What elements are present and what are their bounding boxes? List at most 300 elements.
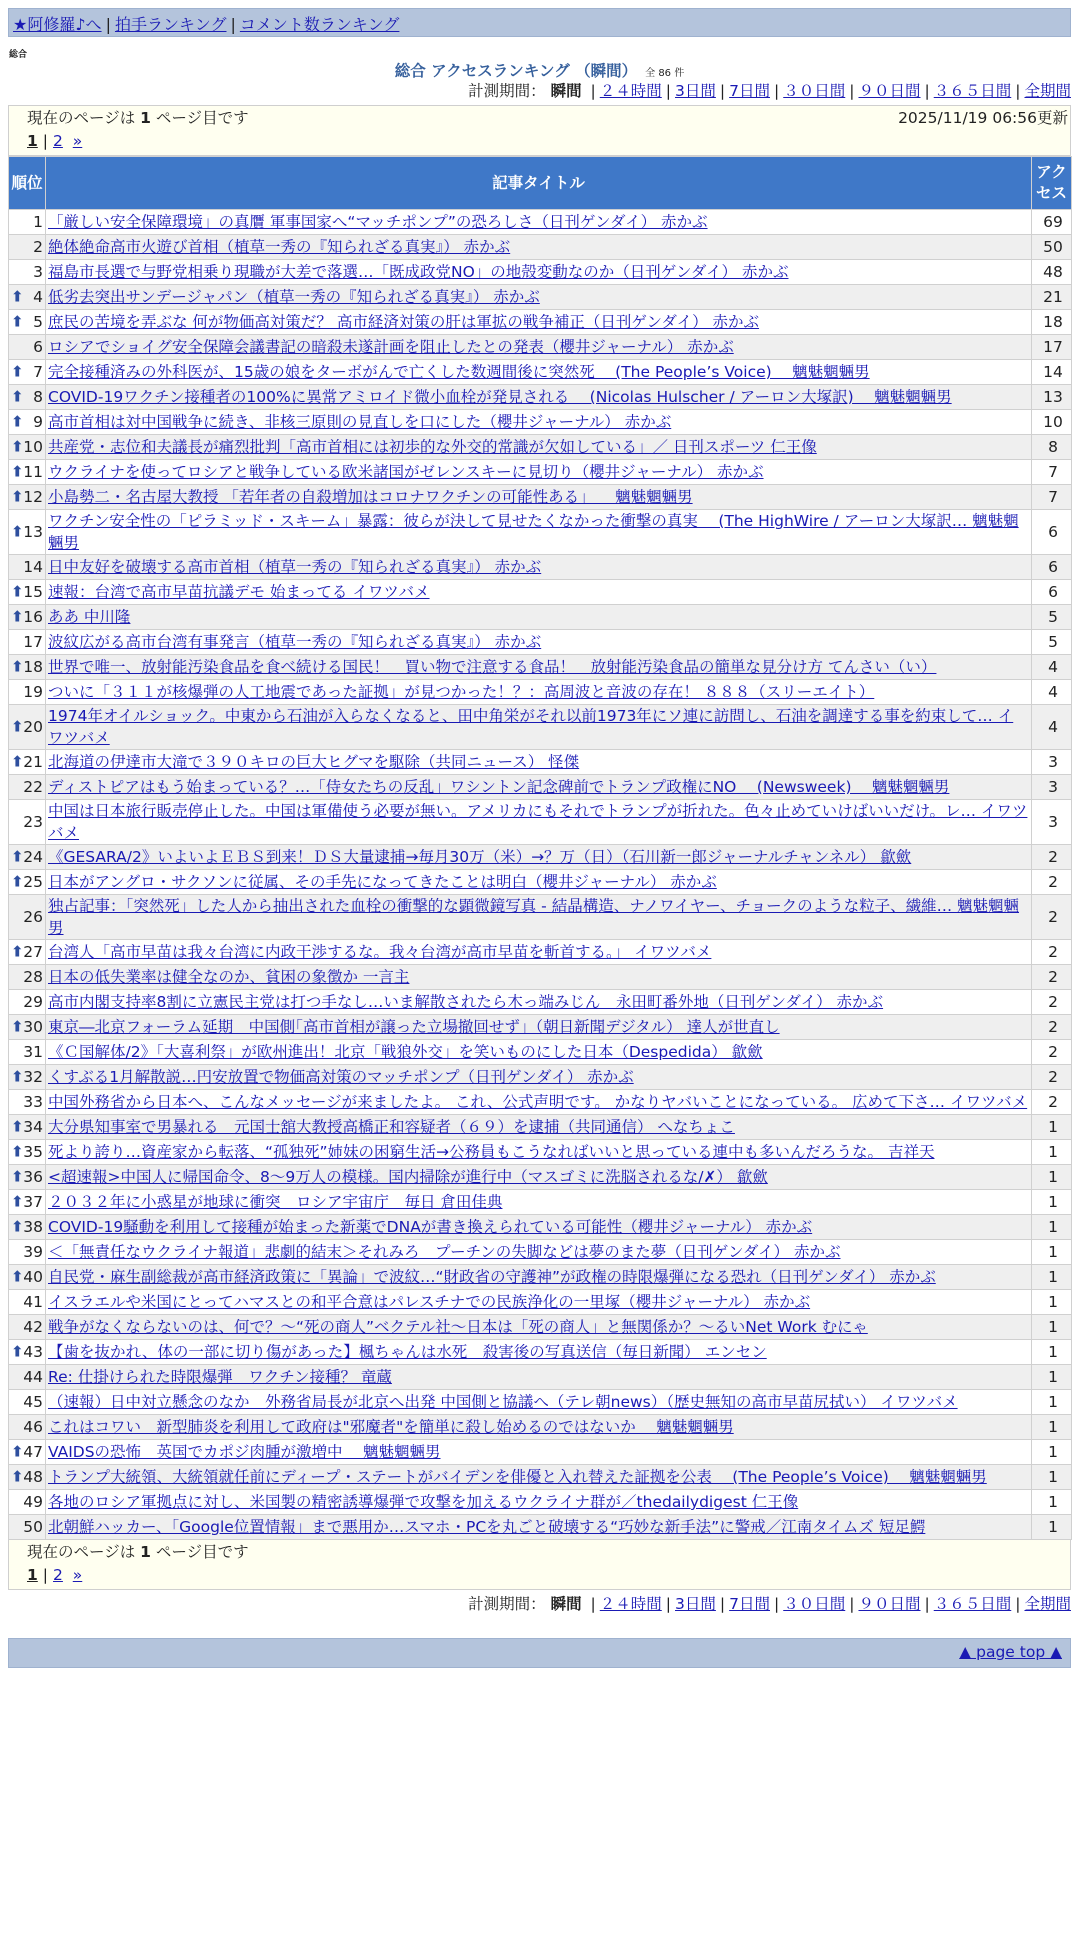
rank-cell <box>9 940 46 965</box>
title-cell <box>46 385 1032 410</box>
period-link[interactable]: ９０日間 <box>858 1595 921 1613</box>
title-cell <box>46 1165 1032 1190</box>
rank-cell <box>9 210 46 235</box>
rank-cell <box>9 360 46 385</box>
rank-up-arrow-icon: ⬆ <box>11 462 24 481</box>
period-separator: | <box>1015 82 1021 100</box>
title-cell <box>46 235 1032 260</box>
table-row <box>9 800 1072 845</box>
table-row <box>9 1465 1072 1490</box>
rank-up-arrow-icon: ⬆ <box>11 872 24 891</box>
article-title-link[interactable]: 日本の低失業率は健全なのか、貧困の象徴か 一言主 <box>48 968 410 986</box>
period-links <box>587 1595 1071 1613</box>
rank-number: 19 <box>23 683 43 701</box>
title-cell <box>46 680 1032 705</box>
article-title-link[interactable]: ２０３２年に小惑星が地球に衝突 ロシア宇宙庁 毎日 倉田佳典 <box>48 1193 503 1211</box>
rank-cell <box>9 1165 46 1190</box>
rank-cell <box>9 1265 46 1290</box>
period-separator: | <box>719 82 726 100</box>
period-link[interactable]: ９０日間 <box>858 82 921 100</box>
access-count: 1 <box>1032 1440 1072 1465</box>
rank-cell <box>9 1015 46 1040</box>
article-title-link[interactable]: 自民党・麻生副総裁が高市経済政策に「異論」で波紋…“財政省の守護神”が政権の時限爆弾になる恐れ（日刊ゲンダイ） 赤かぶ <box>48 1268 936 1286</box>
article-title-link[interactable]: ＜「無責任なウクライナ報道」悲劇的結末＞それみろ プーチンの失脚などは夢のまた夢（日刊ゲンダイ） 赤かぶ <box>48 1243 841 1261</box>
table-row <box>9 965 1072 990</box>
access-count: 1 <box>1032 1190 1072 1215</box>
rank-number: 40 <box>23 1268 43 1286</box>
period-separator: | <box>590 82 596 100</box>
title-cell <box>46 990 1032 1015</box>
rank-cell <box>9 990 46 1015</box>
access-count: 2 <box>1032 1015 1072 1040</box>
title-cell <box>46 485 1032 510</box>
rank-up-arrow-icon: ⬆ <box>11 1217 24 1236</box>
page <box>8 8 1071 1668</box>
rank-number: 25 <box>23 873 43 891</box>
article-title-link[interactable]: COVID-19ワクチン接種者の100%に異常アミロイド微小血栓が発見される (Nicolas Hulscher / アーロン大塚訳) 魑魅魍魎男 <box>48 388 952 406</box>
article-title-link[interactable]: ついに「３１１が核爆弾の人工地震であった証拠」が見つかった！？：高周波と音波の存在！ ８８８（スリーエイト） <box>48 683 875 701</box>
article-title-link[interactable]: 台湾人「高市早苗は我々台湾に内政干渉するな。我々台湾が高市早苗を斬首する。」 イワツバメ <box>48 943 712 961</box>
rank-number: 28 <box>23 968 43 986</box>
page-current: 1 <box>27 132 38 150</box>
table-row <box>9 1040 1072 1065</box>
article-title-link[interactable]: 1974年オイルショック。中東から石油が入らなくなると、田中角栄がそれ以前1973年にソ連に訪問し、石油を調達する事を約束して… イワツバメ <box>48 707 1014 747</box>
period-selector-top <box>8 79 1071 105</box>
title-cell <box>46 1315 1032 1340</box>
rank-up-arrow-icon: ⬆ <box>11 752 24 771</box>
article-title-link[interactable]: 低劣去突出サンデージャパン（植草一秀の『知られざる真実』） 赤かぶ <box>48 288 540 306</box>
access-count: 1 <box>1032 1315 1072 1340</box>
rank-number: 49 <box>23 1493 43 1511</box>
page-2-link[interactable]: 2 <box>53 1566 63 1584</box>
ranking-heading <box>8 59 1071 79</box>
access-count: 2 <box>1032 870 1072 895</box>
period-link[interactable]: ２４時間 <box>599 1595 662 1613</box>
period-link[interactable]: ３０日間 <box>783 1595 846 1613</box>
access-count: 6 <box>1032 555 1072 580</box>
article-title-link[interactable]: ああ 中川隆 <box>48 608 131 626</box>
article-title-link[interactable]: ウクライナを使ってロシアと戦争している欧米諸国がゼレンスキーに見切り（櫻井ジャーナル） 赤かぶ <box>48 463 764 481</box>
period-link[interactable]: 全期間 <box>1024 1595 1071 1613</box>
table-row <box>9 235 1072 260</box>
article-title-link[interactable]: 速報：台湾で高市早苗抗議デモ 始まってる イワツバメ <box>48 583 430 601</box>
table-row <box>9 895 1072 940</box>
rank-cell <box>9 1140 46 1165</box>
rank-number: 31 <box>23 1043 43 1061</box>
rank-cell <box>9 1065 46 1090</box>
table-row <box>9 485 1072 510</box>
table-row <box>9 555 1072 580</box>
period-link[interactable]: ３６５日間 <box>933 82 1012 100</box>
access-count: 1 <box>1032 1515 1072 1540</box>
rank-number: 38 <box>23 1218 43 1236</box>
access-count: 4 <box>1032 655 1072 680</box>
rank-cell <box>9 1215 46 1240</box>
rank-number: 34 <box>23 1118 43 1136</box>
article-title-link[interactable]: ディストピアはもう始まっている？…「侍女たちの反乱」ワシントン記念碑前でトランプ政権にNO (Newsweek) 魑魅魍魎男 <box>48 778 950 796</box>
table-row <box>9 385 1072 410</box>
table-row <box>9 630 1072 655</box>
rank-number: 29 <box>23 993 43 1011</box>
access-count: 1 <box>1032 1465 1072 1490</box>
title-cell <box>46 705 1032 750</box>
table-row <box>9 1190 1072 1215</box>
article-title-link[interactable]: ロシアでショイグ安全保障会議書記の暗殺未遂計画を阻止したとの発表（櫻井ジャーナル） 赤かぶ <box>48 338 734 356</box>
rank-up-arrow-icon: ⬆ <box>11 1442 24 1461</box>
article-title-link[interactable]: 高市内閣支持率8割に立憲民主党は打つ手なし…いま解散されたら木っ端みじん 永田町番外地（日刊ゲンダイ） 赤かぶ <box>48 993 884 1011</box>
table-row <box>9 705 1072 750</box>
title-cell <box>46 1265 1032 1290</box>
period-current: 瞬間 <box>550 82 582 100</box>
rank-number: 41 <box>23 1293 43 1311</box>
period-link[interactable]: ３０日間 <box>783 82 846 100</box>
period-label: 計測期間： <box>468 1595 546 1613</box>
access-count: 2 <box>1032 895 1072 940</box>
title-cell <box>46 335 1032 360</box>
article-title-link[interactable]: 《GESARA/2》いよいよＥＢＳ到来！ＤＳ大量逮捕→毎月30万（米）→？万（日）（石川新一郎ジャーナルチャンネル） 歙歛 <box>48 848 912 866</box>
table-row <box>9 310 1072 335</box>
rank-number: 27 <box>23 943 43 961</box>
period-link[interactable]: 7日間 <box>729 82 770 100</box>
rank-up-arrow-icon: ⬆ <box>11 287 24 306</box>
table-row <box>9 210 1072 235</box>
period-link[interactable]: 7日間 <box>729 1595 770 1613</box>
col-access-header: アクセス <box>1032 157 1072 210</box>
rank-cell <box>9 1190 46 1215</box>
rank-up-arrow-icon: ⬆ <box>11 437 24 456</box>
article-title-link[interactable]: 各地のロシア軍拠点に対し、米国製の精密誘導爆弾で攻撃を加えるウクライナ群が／thedailydigest 仁王像 <box>48 1493 799 1511</box>
page-status: 現在のページは 1 ページ目です <box>27 1543 249 1561</box>
article-title-link[interactable]: 北朝鮮ハッカー、「Google位置情報」まで悪用か…スマホ・PCを丸ごと破壊する“巧妙な新手法”に警戒／江南タイムズ 短足鰐 <box>48 1518 926 1536</box>
total-count: 全 86 件 <box>645 68 685 79</box>
article-title-link[interactable]: 共産党・志位和夫議長が痛烈批判「高市首相には初歩的な外交的常識が欠如している」／ 日刊スポーツ 仁王像 <box>48 438 817 456</box>
title-cell <box>46 775 1032 800</box>
next-page-link[interactable]: » <box>72 1566 83 1584</box>
rank-cell <box>9 870 46 895</box>
rank-number: 9 <box>33 413 43 431</box>
rank-number: 47 <box>23 1443 43 1461</box>
rank-number: 16 <box>23 608 43 626</box>
table-row <box>9 845 1072 870</box>
rank-number: 8 <box>33 388 43 406</box>
title-cell <box>46 360 1032 385</box>
rank-cell <box>9 1240 46 1265</box>
period-separator: | <box>774 1595 780 1613</box>
article-title-link[interactable]: 《Ｃ国解体/2》「大喜利祭」が欧州進出！北京「戦狼外交」を笑いものにした日本（Despedida） 歙歛 <box>48 1043 763 1061</box>
col-rank-header: 順位 <box>9 157 46 210</box>
nav-separator: | <box>105 15 111 34</box>
rank-cell <box>9 750 46 775</box>
article-title-link[interactable]: 日本がアングロ・サクソンに従属、その手先になってきたことは明白（櫻井ジャーナル） 赤かぶ <box>48 873 717 891</box>
rank-number: 23 <box>23 813 43 831</box>
title-cell <box>46 965 1032 990</box>
rank-number: 37 <box>23 1193 43 1211</box>
next-page-link[interactable]: » <box>72 132 83 150</box>
rank-number: 48 <box>23 1468 43 1486</box>
access-count: 3 <box>1032 750 1072 775</box>
article-title-link[interactable]: 日中友好を破壊する高市首相（植草一秀の『知られざる真実』） 赤かぶ <box>48 558 542 576</box>
period-separator: | <box>590 1595 596 1613</box>
period-link[interactable]: ２４時間 <box>599 82 662 100</box>
table-row <box>9 410 1072 435</box>
rank-up-arrow-icon: ⬆ <box>11 312 24 331</box>
page-title: 総合 アクセスランキング （瞬間） <box>394 62 638 80</box>
rank-cell <box>9 310 46 335</box>
article-title-link[interactable]: 波紋広がる高市台湾有事発言（植草一秀の『知られざる真実』） 赤かぶ <box>48 633 542 651</box>
title-cell <box>46 1340 1032 1365</box>
table-row <box>9 435 1072 460</box>
access-count: 48 <box>1032 260 1072 285</box>
article-title-link[interactable]: イスラエルや米国にとってハマスとの和平合意はパレスチナでの民族浄化の一里塚（櫻井ジャーナル） 赤かぶ <box>48 1293 811 1311</box>
period-separator: | <box>719 1595 726 1613</box>
table-row <box>9 775 1072 800</box>
access-count: 6 <box>1032 580 1072 605</box>
pager-top <box>8 105 1071 156</box>
article-title-link[interactable]: 大分県知事室で男暴れる 元国士舘大教授高橋正和容疑者（６９）を逮捕（共同通信） へなちょこ <box>48 1118 735 1136</box>
access-count: 1 <box>1032 1490 1072 1515</box>
access-count: 5 <box>1032 630 1072 655</box>
col-title-header: 記事タイトル <box>46 157 1032 210</box>
article-title-link[interactable]: Re: 仕掛けられた時限爆弾 ワクチン接種？ 竜蔵 <box>48 1368 392 1386</box>
title-cell <box>46 210 1032 235</box>
article-title-link[interactable]: くすぶる1月解散説…円安放置で物価高対策のマッチポンプ（日刊ゲンダイ） 赤かぶ <box>48 1068 634 1086</box>
title-cell <box>46 1215 1032 1240</box>
title-cell <box>46 1115 1032 1140</box>
period-link[interactable]: 全期間 <box>1024 82 1071 100</box>
rank-number: 11 <box>23 463 43 481</box>
rank-up-arrow-icon: ⬆ <box>11 1067 24 1086</box>
title-cell <box>46 1440 1032 1465</box>
rank-number: 4 <box>33 288 43 306</box>
table-row <box>9 285 1072 310</box>
rank-up-arrow-icon: ⬆ <box>11 607 24 626</box>
pagination: 1 | 2 » <box>27 132 83 150</box>
article-title-link[interactable]: 完全接種済みの外科医が、15歳の娘をターボがんで亡くした数週間後に突然死 (The People’s Voice) 魑魅魍魎男 <box>48 363 870 381</box>
pagination: 1 | 2 » <box>27 1566 83 1584</box>
title-cell <box>46 1040 1032 1065</box>
rank-number: 14 <box>23 558 43 576</box>
title-cell <box>46 1365 1032 1390</box>
title-cell <box>46 655 1032 680</box>
rank-number: 21 <box>23 753 43 771</box>
rank-cell <box>9 680 46 705</box>
access-count: 1 <box>1032 1215 1072 1240</box>
rank-cell <box>9 1340 46 1365</box>
access-count: 2 <box>1032 1040 1072 1065</box>
title-cell <box>46 1465 1032 1490</box>
updated-time: 2025/11/19 06:56更新 <box>898 109 1068 127</box>
rank-number: 42 <box>23 1318 43 1336</box>
access-count: 18 <box>1032 310 1072 335</box>
title-cell <box>46 285 1032 310</box>
table-row <box>9 1215 1072 1240</box>
period-current: 瞬間 <box>550 1595 582 1613</box>
rank-cell <box>9 1365 46 1390</box>
access-count: 50 <box>1032 235 1072 260</box>
article-title-link[interactable]: 「厳しい安全保障環境」の真贋 軍事国家へ“マッチポンプ”の恐ろしさ（日刊ゲンダイ） 赤かぶ <box>48 213 708 231</box>
rank-number: 6 <box>33 338 43 356</box>
access-count: 2 <box>1032 845 1072 870</box>
article-title-link[interactable]: 【歯を抜かれ、体の一部に切り傷があった】楓ちゃんは水死 殺害後の写真送信（毎日新聞） エンセン <box>48 1343 767 1361</box>
table-row <box>9 510 1072 555</box>
access-count: 6 <box>1032 510 1072 555</box>
rank-number: 45 <box>23 1393 43 1411</box>
rank-cell <box>9 1390 46 1415</box>
table-row <box>9 680 1072 705</box>
page-2-link[interactable]: 2 <box>53 132 63 150</box>
title-cell <box>46 750 1032 775</box>
access-count: 1 <box>1032 1415 1072 1440</box>
rank-up-arrow-icon: ⬆ <box>11 362 24 381</box>
article-title-link[interactable]: 死より誇り…資産家から転落、“孤独死”姉妹の困窮生活→公務員もこうなればいいと思っている連中も多いんだろうな。 吉祥天 <box>48 1143 935 1161</box>
rank-number: 22 <box>23 778 43 796</box>
asyura-home-link[interactable]: ★阿修羅♪へ <box>13 15 102 34</box>
rank-number: 35 <box>23 1143 43 1161</box>
rank-cell <box>9 1115 46 1140</box>
article-title-link[interactable]: 中国外務省から日本へ、こんなメッセージが来ましたよ。 これ、公式声明です。 かなりヤバいことになっている。 広めて下さ… イワツバメ <box>48 1093 1028 1111</box>
article-title-link[interactable]: 高市首相は対中国戦争に続き、非核三原則の見直しを口にした（櫻井ジャーナル） 赤かぶ <box>48 413 672 431</box>
article-title-link[interactable]: 北海道の伊達市大滝で３９０キロの巨大ヒグマを駆除（共同ニュース） 怪傑 <box>48 753 580 771</box>
access-count: 1 <box>1032 1140 1072 1165</box>
rank-number: 30 <box>23 1018 43 1036</box>
nav-separator: | <box>230 15 236 34</box>
period-separator: | <box>774 82 780 100</box>
rank-number: 39 <box>23 1243 43 1261</box>
table-row <box>9 260 1072 285</box>
rank-cell <box>9 800 46 845</box>
table-row <box>9 1065 1072 1090</box>
article-title-link[interactable]: これはコワい 新型肺炎を利用して政府は"邪魔者"を簡単に殺し始めるのではないか 魑魅魍魎男 <box>48 1418 734 1436</box>
rank-up-arrow-icon: ⬆ <box>11 1342 24 1361</box>
title-cell <box>46 605 1032 630</box>
rank-number: 33 <box>23 1093 43 1111</box>
article-title-link[interactable]: 東京―北京フォーラム延期 中国側｢高市首相が譲った立場撤回せず｣（朝日新聞デジタル） 達人が世直し <box>48 1018 780 1036</box>
title-cell <box>46 510 1032 555</box>
rank-cell <box>9 1490 46 1515</box>
table-row <box>9 1340 1072 1365</box>
article-title-link[interactable]: COVID-19騒動を利用して接種が始まった新薬でDNAが書き換えられている可能性（櫻井ジャーナル） 赤かぶ <box>48 1218 813 1236</box>
access-count: 1 <box>1032 1340 1072 1365</box>
access-count: 2 <box>1032 990 1072 1015</box>
period-separator: | <box>665 1595 672 1613</box>
article-title-link[interactable]: 世界で唯一、放射能汚染食品を食べ続ける国民！ 買い物で注意する食品！ 放射能汚染食品の簡単な見分け方 てんさい（い） <box>48 658 937 676</box>
rank-up-arrow-icon: ⬆ <box>11 487 24 506</box>
access-count: 1 <box>1032 1290 1072 1315</box>
rank-cell <box>9 605 46 630</box>
title-cell <box>46 1240 1032 1265</box>
article-title-link[interactable]: 絶体絶命高市火遊び首相（植草一秀の『知られざる真実』） 赤かぶ <box>48 238 511 256</box>
period-link[interactable]: ３６５日間 <box>933 1595 1012 1613</box>
rank-up-arrow-icon: ⬆ <box>11 717 24 736</box>
rank-cell <box>9 1415 46 1440</box>
table-row <box>9 1115 1072 1140</box>
table-row <box>9 1240 1072 1265</box>
rank-cell <box>9 1290 46 1315</box>
rank-up-arrow-icon: ⬆ <box>11 657 24 676</box>
period-separator: | <box>849 1595 855 1613</box>
rank-number: 2 <box>33 238 43 256</box>
period-link[interactable]: 3日間 <box>675 1595 716 1613</box>
rank-cell <box>9 1440 46 1465</box>
rank-number: 18 <box>23 658 43 676</box>
rank-cell <box>9 555 46 580</box>
title-cell <box>46 1140 1032 1165</box>
article-title-link[interactable]: 庶民の苦境を弄ぶな 何が物価高対策だ？ 高市経済対策の肝は軍拡の戦争補正（日刊ゲンダイ） 赤かぶ <box>48 313 760 331</box>
rank-cell <box>9 1315 46 1340</box>
access-count: 1 <box>1032 1365 1072 1390</box>
rank-cell <box>9 1040 46 1065</box>
table-row <box>9 580 1072 605</box>
rank-cell <box>9 510 46 555</box>
title-cell <box>46 555 1032 580</box>
access-count: 7 <box>1032 485 1072 510</box>
table-row <box>9 1440 1072 1465</box>
article-title-link[interactable]: ワクチン安全性の「ピラミッド・スキーム」暴露：彼らが決して見せたくなかった衝撃の真実 (The HighWire / アーロン大塚訳… 魑魅魍魎男 <box>48 512 1019 552</box>
ranking-rows <box>9 210 1072 1540</box>
table-row <box>9 750 1072 775</box>
rank-up-arrow-icon: ⬆ <box>11 847 24 866</box>
table-row <box>9 1415 1072 1440</box>
rank-number: 26 <box>23 908 43 926</box>
page-top-link[interactable]: ▲ page top ▲ <box>959 1643 1062 1661</box>
table-row <box>9 1140 1072 1165</box>
access-count: 1 <box>1032 1390 1072 1415</box>
article-title-link[interactable]: （速報）日中対立懸念のなか 外務省局長が北京へ出発 中国側と協議へ（テレ朝news）（歴史無知の高市早苗尻拭い） イワツバメ <box>48 1393 958 1411</box>
article-title-link[interactable]: トランプ大統領、大統領就任前にディープ・ステートがバイデンを俳優と入れ替えた証拠を公表 (The People’s Voice) 魑魅魍魎男 <box>48 1468 987 1486</box>
article-title-link[interactable]: <超速報>中国人に帰国命令、8～9万人の模様。国内掃除が進行中（マスゴミに洗脳されるな/✗） 歙歛 <box>48 1168 768 1186</box>
rank-cell <box>9 335 46 360</box>
comment-ranking-link[interactable]: コメント数ランキング <box>239 15 400 34</box>
rank-number: 3 <box>33 263 43 281</box>
rank-number: 44 <box>23 1368 43 1386</box>
article-title-link[interactable]: 独占記事：「突然死」した人から抽出された血栓の衝撃的な顕微鏡写真 - 結晶構造、ナノワイヤー、チョークのような粒子、繊維… 魑魅魍魎男 <box>48 897 1019 937</box>
table-row <box>9 335 1072 360</box>
rank-up-arrow-icon: ⬆ <box>11 1017 24 1036</box>
rank-cell <box>9 1515 46 1540</box>
rank-cell <box>9 485 46 510</box>
article-title-link[interactable]: 中国は日本旅行販売停止した。中国は軍備使う必要が無い。アメリカにもそれでトランプが折れた。色々止めていけばいいだけ。レ… イワツバメ <box>48 802 1028 842</box>
rank-number: 10 <box>23 438 43 456</box>
rank-cell <box>9 775 46 800</box>
rank-number: 5 <box>33 313 43 331</box>
article-title-link[interactable]: 小島勢二・名古屋大教授 「若年者の自殺増加はコロナワクチンの可能性ある」 魑魅魍魎男 <box>48 488 693 506</box>
article-title-link[interactable]: 戦争がなくならないのは、何で？～“死の商人”ベクテル社～日本は「死の商人」と無関係か？～るいNet Work むにゃ <box>48 1318 868 1336</box>
title-cell <box>46 1490 1032 1515</box>
rank-up-arrow-icon: ⬆ <box>11 412 24 431</box>
access-count: 5 <box>1032 605 1072 630</box>
article-title-link[interactable]: VAIDSの恐怖 英国でカポジ肉腫が激増中 魑魅魍魎男 <box>48 1443 441 1461</box>
rank-cell <box>9 260 46 285</box>
table-row <box>9 1290 1072 1315</box>
page-current: 1 <box>27 1566 38 1584</box>
period-link[interactable]: 3日間 <box>675 82 716 100</box>
applause-ranking-link[interactable]: 拍手ランキング <box>114 15 227 34</box>
rank-up-arrow-icon: ⬆ <box>11 1192 24 1211</box>
table-row <box>9 360 1072 385</box>
period-separator: | <box>924 82 930 100</box>
article-title-link[interactable]: 福島市長選で与野党相乗り現職が大差で落選…「既成政党NO」の地殻変動なのか（日刊ゲンダイ） 赤かぶ <box>48 263 789 281</box>
access-count: 1 <box>1032 1240 1072 1265</box>
bottom-bar <box>8 1638 1071 1668</box>
rank-cell <box>9 895 46 940</box>
table-row <box>9 990 1072 1015</box>
title-cell <box>46 800 1032 845</box>
rank-cell <box>9 1090 46 1115</box>
rank-number: 20 <box>23 718 43 736</box>
rank-up-arrow-icon: ⬆ <box>11 1142 24 1161</box>
period-separator: | <box>1015 1595 1021 1613</box>
title-cell <box>46 580 1032 605</box>
